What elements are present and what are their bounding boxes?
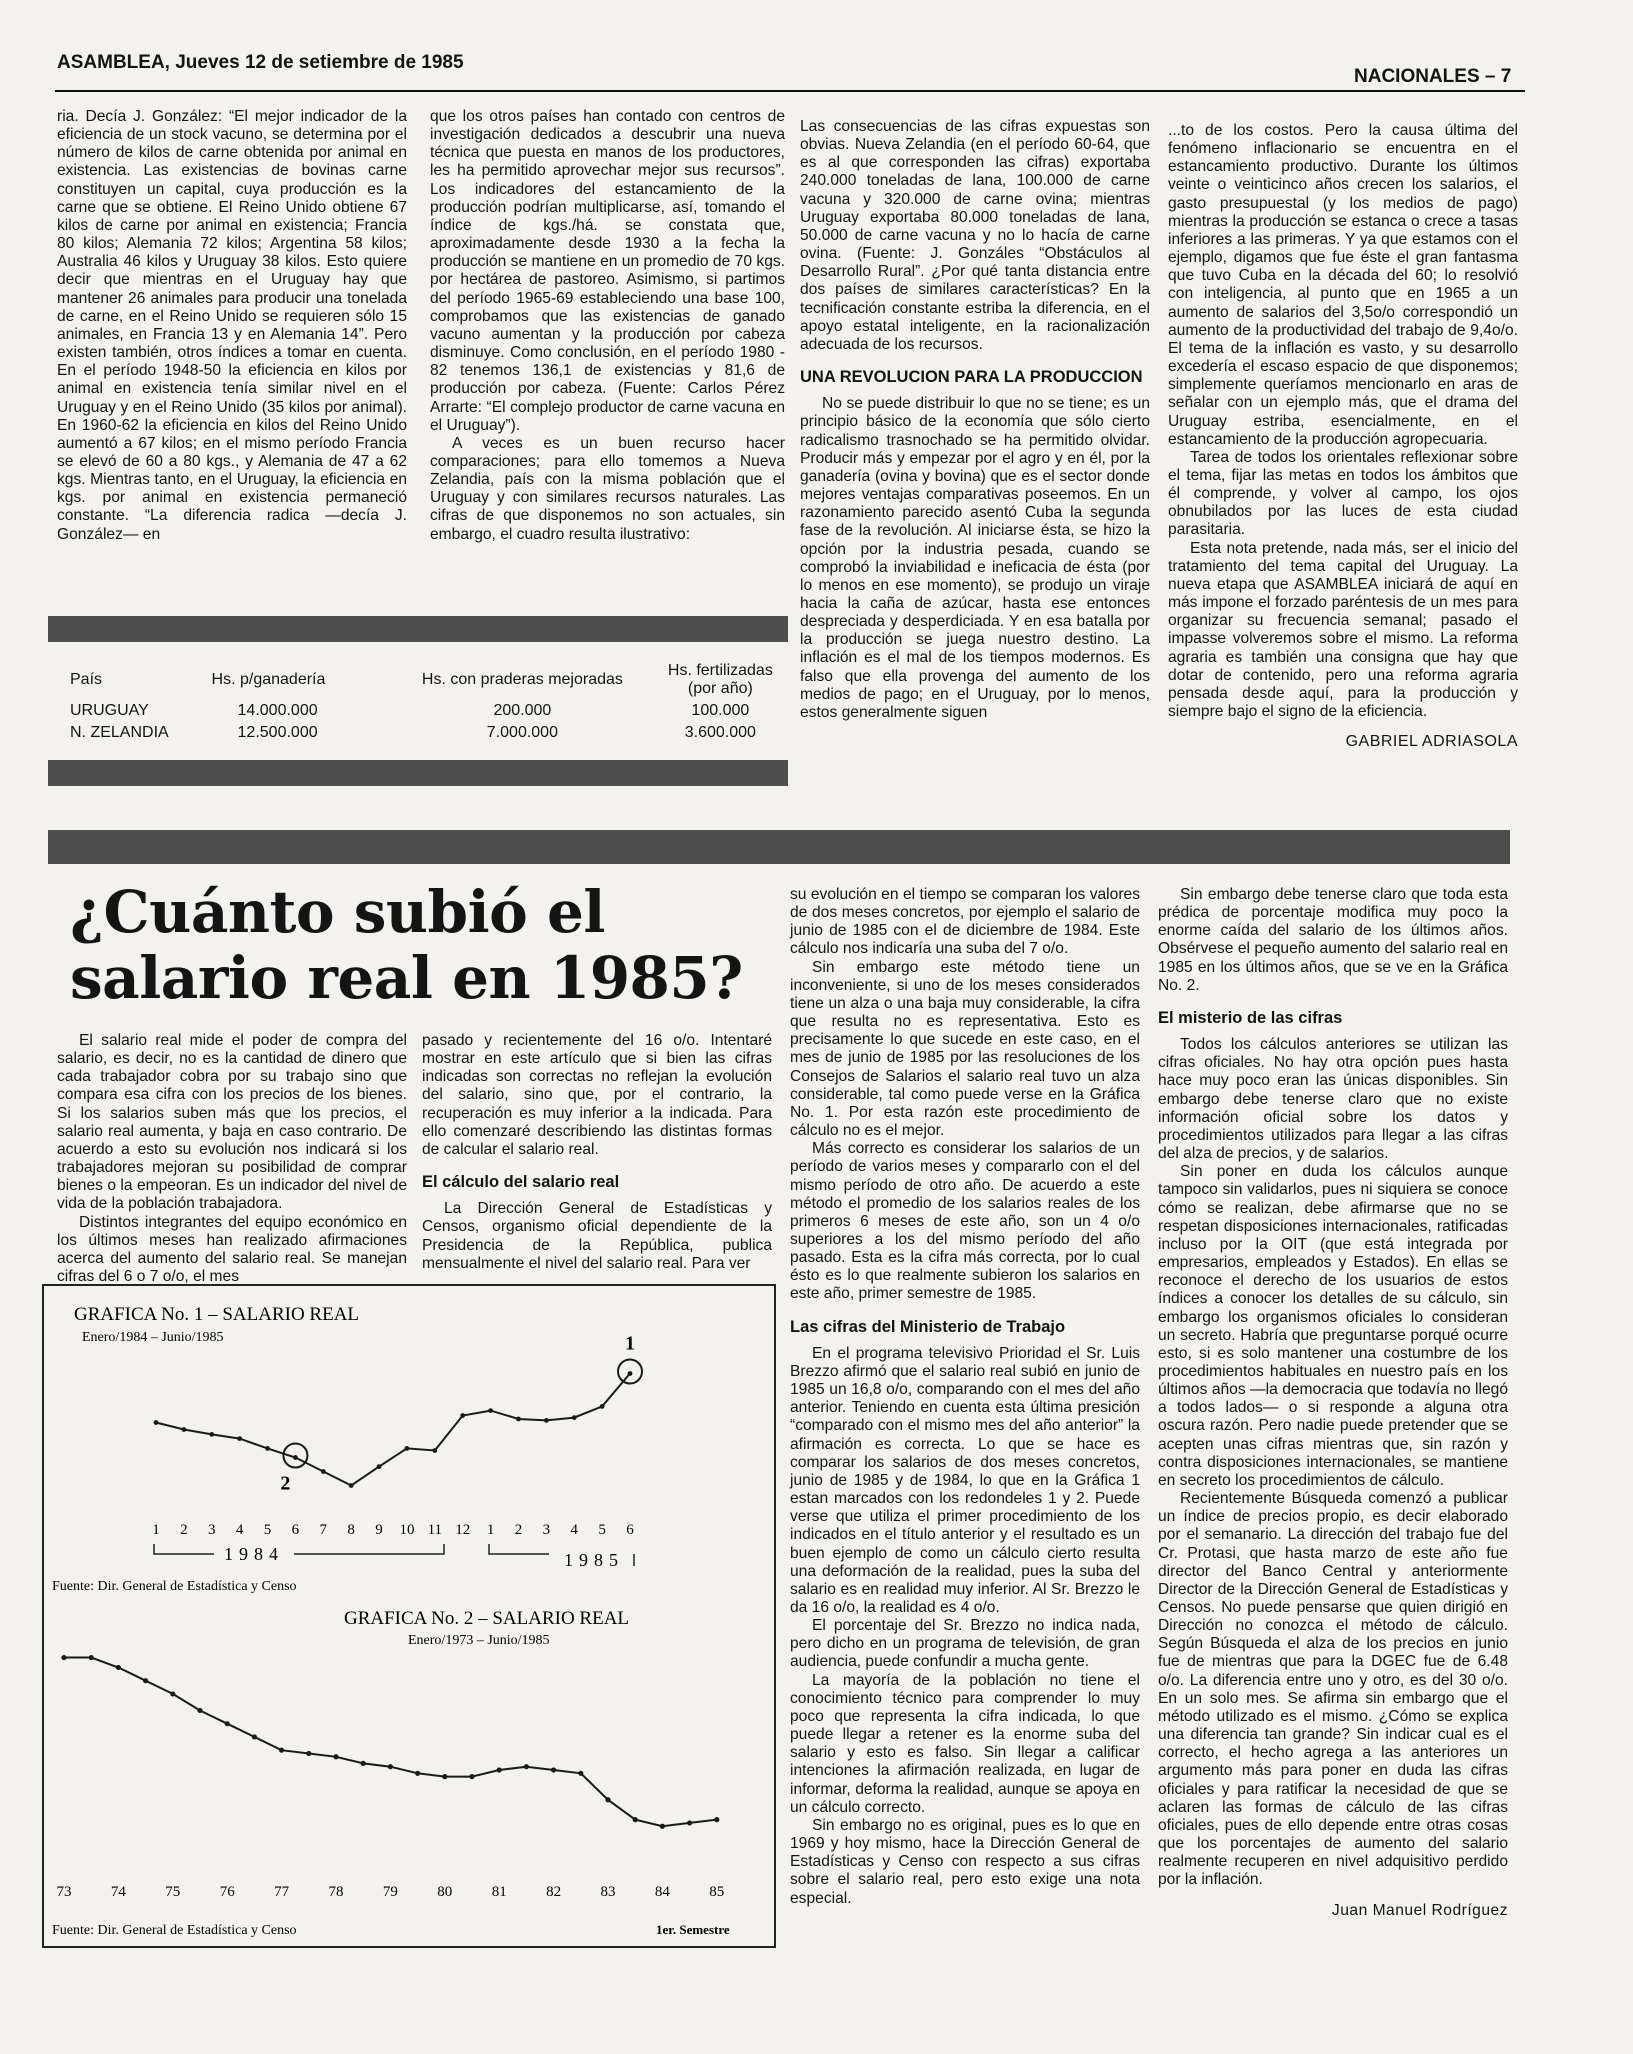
article2-headline — [70, 880, 743, 1011]
paragraph: Esta nota pretende, nada más, ser el inicio del tratamiento del tema capital del Uruguay. La nueva etapa que ASAMBLEA iniciará de aquí en más impone el forzado paréntesis de un mes para organizar su frecuencia semanal; pasado el impasse volveremos sobre el mismo. La reforma agraria es también una consigna que hay que dotar de contenido, pero una reforma agraria pensada desde aquí, para la producción y siempre bajo el signo de la eficiencia. — [1168, 539, 1518, 720]
article2-column-3 — [790, 886, 1140, 1908]
chart1-tick-label: 4 — [570, 1522, 578, 1538]
chart1-year-label: 1984 — [224, 1544, 284, 1564]
chart2-point — [279, 1748, 284, 1753]
article1-author: GABRIEL ADRIASOLA — [1345, 733, 1518, 751]
chart2-note: 1er. Semestre — [656, 1922, 730, 1937]
table-cell: URUGUAY — [70, 702, 149, 719]
chart1-point — [209, 1432, 214, 1437]
charts-svg — [44, 1286, 774, 1946]
chart1-tick-label: 9 — [375, 1522, 383, 1538]
table-header: Hs. fertilizadas (por año) — [667, 662, 773, 697]
article-divider-bar — [48, 830, 1510, 864]
table-cell: 14.000.000 — [237, 702, 318, 719]
chart1-tick-label: 2 — [514, 1522, 523, 1538]
chart1-tick-label: 4 — [235, 1522, 244, 1538]
chart1-point — [265, 1446, 270, 1451]
article1-column-4 — [1168, 122, 1518, 752]
header-rule — [55, 90, 1525, 92]
chart2-subtitle: Enero/1973 – Junio/1985 — [408, 1633, 550, 1648]
chart2-point — [197, 1708, 202, 1713]
headline-line: ¿Cuánto subió el — [70, 878, 605, 946]
table-cell: 7.000.000 — [486, 724, 558, 741]
chart2-point — [306, 1751, 311, 1756]
chart2-point — [578, 1771, 583, 1776]
comparison-table — [66, 660, 786, 744]
table-cell: N. ZELANDIA — [70, 724, 169, 741]
chart2-tick-label: 73 — [56, 1884, 72, 1900]
paragraph: Sin embargo debe tenerse claro que toda esta prédica de porcentaje modifica muy poco la enorme caída del salario de los últimos años. Obsérvese el pequeño aumento del salario real en 1985 en los últimos años, que se ve en la Gráfica No. 2. — [1158, 886, 1508, 994]
chart2-point — [89, 1655, 94, 1660]
table-bottom-bar — [48, 760, 788, 786]
chart2-point — [660, 1824, 665, 1829]
chart1-title: GRAFICA No. 1 – SALARIO REAL — [74, 1304, 360, 1325]
chart2-tick-label: 80 — [437, 1884, 453, 1900]
article1-column-3 — [800, 118, 1150, 722]
chart1-point — [572, 1415, 577, 1420]
chart2-tick-label: 82 — [546, 1884, 562, 1900]
article2-author: Juan Manuel Rodríguez — [1331, 1901, 1508, 1919]
chart1-source: Fuente: Dir. General de Estadística y Censo — [52, 1579, 297, 1594]
chart1-plot — [152, 1333, 642, 1539]
chart1-point — [293, 1455, 298, 1460]
chart1-point — [432, 1448, 437, 1453]
chart1-tick-label: 2 — [180, 1522, 188, 1538]
chart1-point — [460, 1413, 465, 1418]
article1-column-2 — [430, 108, 785, 544]
chart2-point — [442, 1774, 447, 1779]
paragraph: El salario real mide el poder de compra del salario, es decir, no es la cantidad de dinero que cada trabajador cobra por su trabajo sino que compara esa cifra con los precios de los bienes. Si los salarios suben más que los precios, el salario real aumenta, y baja en caso contrario. De acuerdo a esto su evolución nos indicará si los trabajadores mejoran su posibilidad de comprar bienes o la empeoran. Es un indicador del nivel de vida de la población trabajadora. — [57, 1032, 407, 1213]
table-header: Hs. con praderas mejoradas — [421, 671, 623, 688]
paragraph: La mayoría de la población no tiene el conocimiento técnico para comprender lo muy poco que representa la cifra indicada, lo que puede llegar a retener es la enorme suba del salario y esto es falso. Sin llegar a calificar intenciones la afirmación realizada, en lugar de informar, deforma la realidad, aunque se apoya en un cálculo correcto. — [790, 1671, 1140, 1816]
article2-column-2 — [422, 1032, 772, 1273]
table-header-row — [66, 660, 786, 700]
chart2-point — [116, 1665, 121, 1670]
chart2-point — [143, 1678, 148, 1683]
chart2-tick-label: 75 — [165, 1884, 181, 1900]
paragraph: pasado y recientemente del 16 o/o. Intentaré mostrar en este artículo que si bien las cifras indicadas son correctas no reflejan la evolución del salario, sino que, por el contrario, la recuperación es muy inferior a la indicada. Para ello comenzaré describiendo las distintas formas de calcular el salario real. — [422, 1032, 772, 1158]
chart1-tick-label: 6 — [626, 1522, 634, 1538]
paragraph: Más correcto es considerar los salarios de un período de varios meses y compararlo con el del mismo período de otro año. De acuerdo a este método el promedio de los salarios reales de los primeros 6 meses de este año, son un 4 o/o superiores a los del mismo período del año pasado. Esta es la cifra más correcta, por lo cual ésto es lo que realmente subieron los salarios en este año, primer semestre de 1985. — [790, 1140, 1140, 1303]
paragraph: ria. Decía J. González: “El mejor indicador de la eficiencia de un stock vacuno, se determina por el número de kilos de carne obtenida por animal en existencia. Las existencias de bovinas carne constituyen un capital, cuya producción es la carne que se obtiene. El Reino Unido obtiene 67 kilos de carne por animal en existencia; Francia 80 kilos; Alemania 72 kilos; Argentina 58 kilos; Australia 46 kilos y Uruguay 38 kilos. Esto quiere decir que mientras en el Uruguay hay que mantener 26 animales para producir una tonelada de carne, en el Reino Unido se requieren sólo 15 animales, en Francia 13 y en Alemania 14”. Pero existen también, otros índices a tomar en cuenta. En el período 1948-50 la eficiencia en kilos por animal en existencia tenía similar nivel en el Uruguay y en el Reino Unido (35 kilos por animal). En 1960-62 la eficiencia en kilos del Reino Unido aumentó a 67 kilos; en el mismo período Francia se elevó de 60 a 80 kgs., y Alemania de 47 a 62 kgs. Mientras tanto, en el Uruguay, la eficiencia en kgs. por animal en existencia permaneció constante. “La diferencia radica —decía J. González— en — [57, 108, 407, 543]
chart1-tick-label: 5 — [263, 1522, 272, 1538]
chart2-point — [61, 1655, 66, 1660]
section-heading: Las cifras del Ministerio de Trabajo — [790, 1317, 1066, 1336]
table-cell: 200.000 — [493, 702, 552, 719]
paragraph: ...to de los costos. Pero la causa última del fenómeno inflacionario se encuentra en el estancamiento productivo. Durante los últimos veinte o veinticinco años crecen los salarios, el gasto presupuestal (y los medios de pago) mientras la producción se estanca o crece a tasas inferiores a las primeras. Y ya que estamos con el ejemplo, digamos que fue éste el gran fantasma que tuvo Cuba en la década del 60; lo resolvió con inteligencia, al punto que en 1965 a un aumento de salarios del 3,5o/o correspondió un aumento de la productividad del trabajo de 9,4o/o. El tema de la inflación es vasto, y su desarrollo excedería el escaso espacio de que disponemos; simplemente queríamos mencionarlo en aras de señalar con un ejemplo más, que el drama del Uruguay estriba, esencialmente, en el estancamiento de la producción agropecuaria. — [1168, 122, 1518, 448]
table-row — [66, 722, 786, 744]
paragraph: La Dirección General de Estadísticas y Censos, organismo oficial dependiente de la Presidencia de la República, publica mensualmente el nivel del salario real. Para ver — [422, 1200, 772, 1272]
chart1-subtitle: Enero/1984 – Junio/1985 — [82, 1330, 224, 1345]
chart1-point — [154, 1420, 159, 1425]
chart1-tick-label: 5 — [598, 1522, 606, 1538]
chart1-tick-label: 3 — [542, 1522, 551, 1538]
paragraph: Tarea de todos los orientales reflexionar sobre el tema, fijar las metas en todos los ámbitos que él comprende, y volver al campo, los ojos obnubilados por las luces de esta ciudad parasitaria. — [1168, 448, 1518, 539]
paragraph: Distintos integrantes del equipo económico en los últimos meses han realizado afirmaciones acerca del aumento del salario real. Se manejan cifras del 6 o 7 o/o, el mes — [57, 1213, 407, 1286]
paragraph: Sin embargo no es original, pues es lo que en 1969 y hoy mismo, hace la Dirección General de Estadísticas y Censo con respecto a sus cifras sobre el salario real, pero esto exige una nota especial. — [790, 1816, 1140, 1907]
chart2-point — [633, 1817, 638, 1822]
chart1-point — [181, 1427, 186, 1432]
chart2-title: GRAFICA No. 2 – SALARIO REAL — [344, 1608, 630, 1629]
paragraph: Todos los cálculos anteriores se utilizan las cifras oficiales. No hay otra opción pues hasta hace muy poco eran las únicas disponibles. Sin embargo debe tenerse claro que no existe información oficial sobre los datos y procedimientos utilizados para llegar a las cifras del alza de precios, y de salarios. — [1158, 1036, 1508, 1163]
chart2-point — [524, 1764, 529, 1769]
chart1-tick-label: 7 — [319, 1522, 328, 1538]
chart1-point — [321, 1469, 326, 1474]
chart1-marker-label: 1 — [625, 1332, 635, 1355]
chart2-tick-label: 77 — [274, 1884, 290, 1900]
paragraph: Sin poner en duda los cálculos aunque tampoco sin validarlos, pues ni siquiera se conoce cómo se realizan, debe afirmarse que no se respetan disposiciones internacionales, ratificadas incluso por la OIT (que está integrada por empresarios, empleados y Estados). En ellas se reconoce el derecho de los usuarios de estos índices a conocer los detalles de su cálculo, sin embargo los organismos oficiales lo consideran un secreto. Habría que preguntarse porqué ocurre esto, si es solo mantener una costumbre de los procedimientos habituales en nuestro país en los últimos años —la democracia que todavía no llegó a todos lados— o si responde a alguna otra oscura razón. Pero nadie puede pretender que se acepten unas cifras mientras que, sin razón y contra disposiciones internacionales, se mantiene en secreto los procedimientos de cálculo. — [1158, 1163, 1508, 1489]
table-cell: 12.500.000 — [237, 724, 318, 741]
chart2-point — [605, 1797, 610, 1802]
chart2-tick-label: 84 — [654, 1884, 670, 1900]
table-row — [66, 700, 786, 722]
paragraph: A veces es un buen recurso hacer comparaciones; para ello tomemos a Nueva Zelandia, país con la misma población que el Uruguay y con similares recursos naturales. Las cifras de que disponemos no son actuales, sin embargo, el cuadro resulta ilustrativo: — [430, 434, 785, 543]
chart2-point — [170, 1691, 175, 1696]
paragraph: Las consecuencias de las cifras expuestas son obvias. Nueva Zelandia (en el período 60-64, que es al que corresponden las cifras) exportaba 240.000 toneladas de lana, 100.000 de carne vacuna y 320.000 de carne ovina; mientras Uruguay exportaba 80.000 toneladas de lana, 50.000 de carne vacuna y no lo hacía de carne ovina. (Fuente: J. Gonzáles “Obstáculos al Desarrollo Rural”. ¿Por qué tanta distancia entre dos países de similares características? En la tecnificación constante estriba la diferencia, en el apoyo estatal inteligente, en la racionalización adecuada de los recursos. — [800, 118, 1150, 353]
chart2-tick-label: 74 — [110, 1884, 126, 1900]
chart1-year-bracket — [154, 1544, 444, 1554]
chart2-series-line — [64, 1658, 717, 1827]
chart1-tick-label: 6 — [291, 1522, 300, 1538]
chart2-point — [497, 1767, 502, 1772]
table-cell: 3.600.000 — [684, 724, 756, 741]
chart2-point — [687, 1820, 692, 1825]
table-top-bar — [48, 616, 788, 642]
chart1-series-line — [156, 1374, 630, 1486]
chart1-marker-label: 2 — [280, 1472, 291, 1495]
chart2-point — [714, 1817, 719, 1822]
chart2-point — [551, 1767, 556, 1772]
paragraph: que los otros países han contado con centros de investigación dedicados a descubrir una nueva técnica que puesta en manos de los productores, les ha permitido aprovechar mejor sus recursos”. Los indicadores del estancamiento de la producción podrían multiplicarse, así, tomando el índice de kgs./há. se constata que, aproximadamente desde 1930 a la fecha la producción se mantiene en un promedio de 70 kgs. por hectárea de pastoreo. Asimismo, si partimos del período 1965-69 estableciendo una base 100, comprobamos que las existencias de ganado vacuno aumentan y la producción por cabeza disminuye. Como conclusión, en el período 1980 - 82 tenemos 136,1 de existencias y 81,6 de producción por cabeza. (Fuente: Carlos Pérez Arrarte: “El complejo productor de carne vacuna en el Uruguay”). — [430, 108, 785, 434]
chart1-year-label: 1985 — [564, 1550, 624, 1570]
chart2-plot — [57, 1655, 725, 1900]
chart2-point — [361, 1761, 366, 1766]
paragraph: El porcentaje del Sr. Brezzo no indica nada, pero dicho en un programa de televisión, de gran audiencia, puede confundir a mucha gente. — [790, 1617, 1140, 1671]
table-cell: 100.000 — [691, 702, 750, 719]
paragraph: Recientemente Búsqueda comenzó a publicar un índice de precios propio, es decir elaborado por el semanario. La dirección del trabajo fue del Cr. Protasi, que hasta marzo de este año fue director del Banco Central y anteriormente Director de la Dirección General de Estadísticas y Censos. No puede pensarse que quien dirigió en Dirección no conozca el método de cálculo. Según Búsqueda el alza de los precios en junio fue de mientras que para la DGEC fue de 6.48 o/o. La diferencia entre uno y otro, es del 30 o/o. En un solo mes. Se afirma sin embargo que el método utilizado es el mismo. ¿Cómo se explica una diferencia tan grande? Sin indicar cual es el correcto, el hecho agrega a las anteriores un argumento más para poner en duda las cifras oficiales y para ratificar la necesidad de que se aclaren las formas de cálculo de las cifras oficiales, pues de ello depende entre otras cosas que los porcentajes de aumento del salario realmente recuperen en nivel adquisitivo perdido por la inflación. — [1158, 1490, 1508, 1889]
chart1-point — [516, 1417, 521, 1422]
chart2-point — [415, 1771, 420, 1776]
chart2-point — [333, 1754, 338, 1759]
chart1-tick-label: 3 — [208, 1522, 216, 1538]
paragraph: En el programa televisivo Prioridad el Sr. Luis Brezzo afirmó que el salario real subió en junio de 1985 un 16,8 o/o, comparando con el mes del año anterior. Teniendo en cuenta esta última presición “comparado con el mismo mes del año anterior” la afirmación es correcta. Lo que se hace es comparar los salarios de dos meses concretos, junio de 1985 y de 1984, lo que en la Gráfica 1 estan marcados con los redondeles 1 y 2. Puede verse que utiliza el primer procedimiento de los indicados en el título anterior y el resultado es un buen ejemplo de como un cálculo cierto resulta una deformación de la realidad, pues la suba del salario es en realidad muy inferior. Al Sr. Brezzo le da 16 o/o, la realidad es 4 o/o. — [790, 1344, 1140, 1616]
section-heading: El misterio de las cifras — [1158, 1008, 1343, 1027]
chart1-tick-label: 1 — [486, 1522, 495, 1538]
chart1-point — [377, 1464, 382, 1469]
article2-column-4 — [1158, 886, 1508, 1920]
chart2-point — [225, 1721, 230, 1726]
chart2-tick-label: 81 — [491, 1884, 507, 1900]
chart1-point — [544, 1418, 549, 1423]
chart1-point — [600, 1404, 605, 1409]
chart2-point — [252, 1734, 257, 1739]
chart1-tick-label: 1 — [152, 1522, 160, 1538]
chart2-source: Fuente: Dir. General de Estadística y Censo — [52, 1923, 297, 1938]
chart1-point — [628, 1371, 633, 1376]
section-heading: UNA REVOLUCION PARA LA PRODUCCION — [800, 368, 1143, 387]
chart2-tick-label: 78 — [328, 1884, 344, 1900]
chart1-point — [349, 1483, 354, 1488]
section-heading: El cálculo del salario real — [422, 1173, 620, 1192]
chart1-tick-label: 8 — [347, 1522, 355, 1538]
paragraph: su evolución en el tiempo se comparan los valores de dos meses concretos, por ejemplo el salario de junio de 1985 con el de diciembre de 1984. Este cálculo nos indicaría una suba del 7 o/o. — [790, 886, 1140, 958]
chart2-point — [388, 1764, 393, 1769]
chart2-tick-label: 76 — [219, 1884, 235, 1900]
chart2-tick-label: 79 — [382, 1884, 398, 1900]
table-header: País — [70, 671, 103, 688]
chart1-tick-label: 11 — [427, 1522, 443, 1538]
page-header-left: ASAMBLEA, Jueves 12 de setiembre de 1985 — [57, 52, 464, 73]
chart2-tick-label: 85 — [709, 1884, 725, 1900]
paragraph: No se puede distribuir lo que no se tiene; es un principio básico de la economía que sólo cierto radicalismo trasnochado se ha permitido olvidar. Producir más y empezar por el agro y en él, por la ganadería (ovina y bovina) que es el sector donde mejores ventajas comparativas poseemos. En un razonamiento parecido asentó Cuba la segunda fase de la revolución. Al iniciarse ésta, se hizo la opción por la industria pesada, cuando se comprobó la inviabilidad e ineficacia de ésta (por lo menos en ese momento), se produjo un viraje hacia la caña de azúcar, hasta ese entonces despreciada y desperdiciada. Y en esa batalla por la producción se juega nuestro destino. La inflación es el mal de los tiempos modernos. Es falso que ella provenga del aumento de los medios de pago; en el Uruguay, por lo menos, estos generalmente siguen — [800, 395, 1150, 721]
chart2-tick-label: 83 — [600, 1884, 616, 1900]
article2-column-1 — [57, 1032, 407, 1286]
chart1-tick-label: 12 — [455, 1522, 471, 1538]
chart-box — [42, 1284, 776, 1948]
paragraph: Sin embargo este método tiene un inconveniente, si uno de los meses considerados tiene un alza o una baja muy considerable, la cifra que resulta no es representativa. Esto es precisamente lo que sucede en este caso, en el mes de junio de 1985 por las resoluciones de los Consejos de Salarios el salario real tuvo un alza considerable, tal como puede verse en la Gráfica No. 1. Por esta razón este procedimiento de cálculo no es el mejor. — [790, 958, 1140, 1140]
chart1-point — [237, 1436, 242, 1441]
chart1-point — [488, 1408, 493, 1413]
chart2-point — [469, 1774, 474, 1779]
chart1-point — [405, 1446, 410, 1451]
headline-line: salario real en 1985? — [70, 943, 743, 1012]
article1-column-1 — [57, 108, 407, 544]
table-header: Hs. p/ganadería — [211, 671, 326, 688]
page-header-right: NACIONALES – 7 — [1354, 66, 1512, 87]
chart1-tick-label: 10 — [399, 1522, 415, 1538]
